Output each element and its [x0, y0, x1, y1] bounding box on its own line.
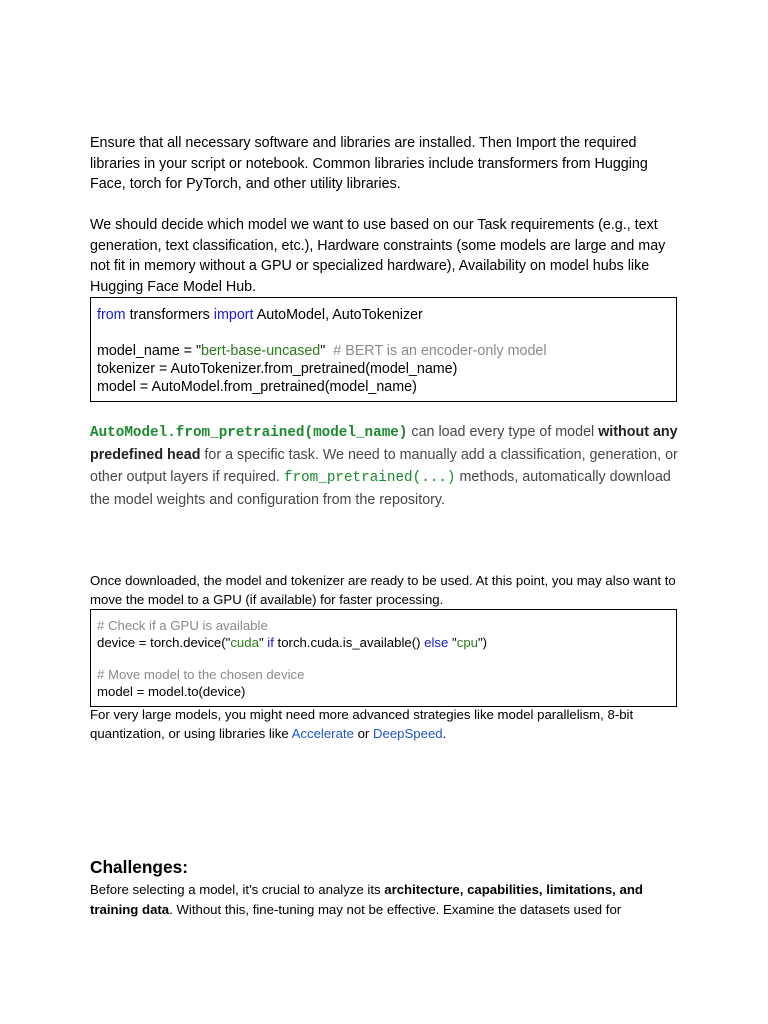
code-line	[97, 635, 676, 652]
code-blank-line	[97, 651, 676, 667]
bold-text: architecture, capabilities, limitations, and training data	[90, 882, 643, 917]
inline-code-method: from_pretrained(...)	[283, 470, 456, 486]
paragraph-text: for a specific task. We need to manually add a classification, generation, or other output layers if required.	[90, 447, 678, 485]
code-string: bert-base-uncased	[201, 343, 321, 359]
inline-code-call: AutoModel.from_pretrained(model_name)	[90, 425, 408, 441]
code-line: model = model.to(device)	[97, 683, 246, 699]
paragraph-text: or	[353, 725, 373, 741]
code-line: tokenizer = AutoTokenizer.from_pretrained(model_name)	[97, 361, 458, 377]
bold-text: without any predefined head	[90, 424, 678, 463]
code-block-load-model	[90, 297, 677, 402]
code-string: cpu	[456, 634, 478, 650]
code-comment: # Move model to the chosen device	[97, 667, 305, 682]
code-text: "	[258, 634, 268, 650]
accelerate-link[interactable]: Accelerate	[291, 725, 354, 741]
code-text: torch.cuda.is_available()	[273, 634, 425, 650]
deepspeed-link[interactable]: DeepSpeed	[372, 725, 443, 741]
setup-paragraph: Ensure that all necessary software and libraries are installed. Then Import the required libraries in your script or notebook. Common libraries include transformers from Hugging Face, torch for PyTorch, and other utility libraries.	[90, 135, 648, 193]
code-text: "	[320, 343, 334, 359]
code-comment: # BERT is an encoder-only model	[333, 343, 547, 359]
code-block-gpu	[90, 609, 677, 707]
code-keyword: import	[213, 307, 254, 323]
code-blank-line	[97, 324, 676, 342]
code-text: AutoModel, AutoTokenizer	[253, 307, 423, 323]
challenges-heading: Challenges:	[90, 857, 188, 877]
challenges-paragraph	[90, 880, 680, 920]
code-text: model_name = "	[97, 343, 202, 359]
paragraph-text: . Without this, fine-tuning may not be effective. Examine the datasets used for	[169, 902, 622, 917]
large-models-paragraph	[90, 706, 680, 743]
code-keyword: from	[97, 307, 126, 323]
paragraph-text: Before selecting a model, it's crucial to analyze its	[90, 882, 385, 897]
paragraph-text: .	[442, 725, 447, 741]
code-text: device = torch.device("	[97, 634, 231, 650]
code-line	[97, 306, 676, 324]
code-comment: # Check if a GPU is available	[97, 618, 268, 633]
code-line: model = AutoModel.from_pretrained(model_name)	[97, 379, 417, 395]
model-choice-paragraph: We should decide which model we want to use based on our Task requirements (e.g., text generation, text classification, etc.), Hardware constraints (some models are large and may not fit in memory without a GPU or specialized hardware), Availability on model hubs like Hugging Face Model Hub.	[90, 217, 666, 296]
code-text: transformers	[125, 307, 214, 323]
code-keyword: else	[424, 634, 449, 650]
code-keyword: if	[267, 634, 274, 650]
automodel-paragraph	[90, 421, 680, 511]
downloaded-paragraph: Once downloaded, the model and tokenizer are ready to be used. At this point, you may also want to move the model to a GPU (if available) for faster processing.	[90, 573, 676, 607]
code-string: cuda	[230, 634, 259, 650]
paragraph-text: methods, automatically download the model weights and configuration from the repository.	[90, 469, 671, 508]
paragraph-text: For very large models, you might need more advanced strategies like model parallelism, 8-bit quantization, or using libraries like	[90, 707, 634, 741]
code-text: "	[448, 634, 457, 650]
code-text: ")	[477, 634, 488, 650]
paragraph-text: can load every type of model	[407, 424, 599, 440]
code-line	[97, 342, 676, 360]
